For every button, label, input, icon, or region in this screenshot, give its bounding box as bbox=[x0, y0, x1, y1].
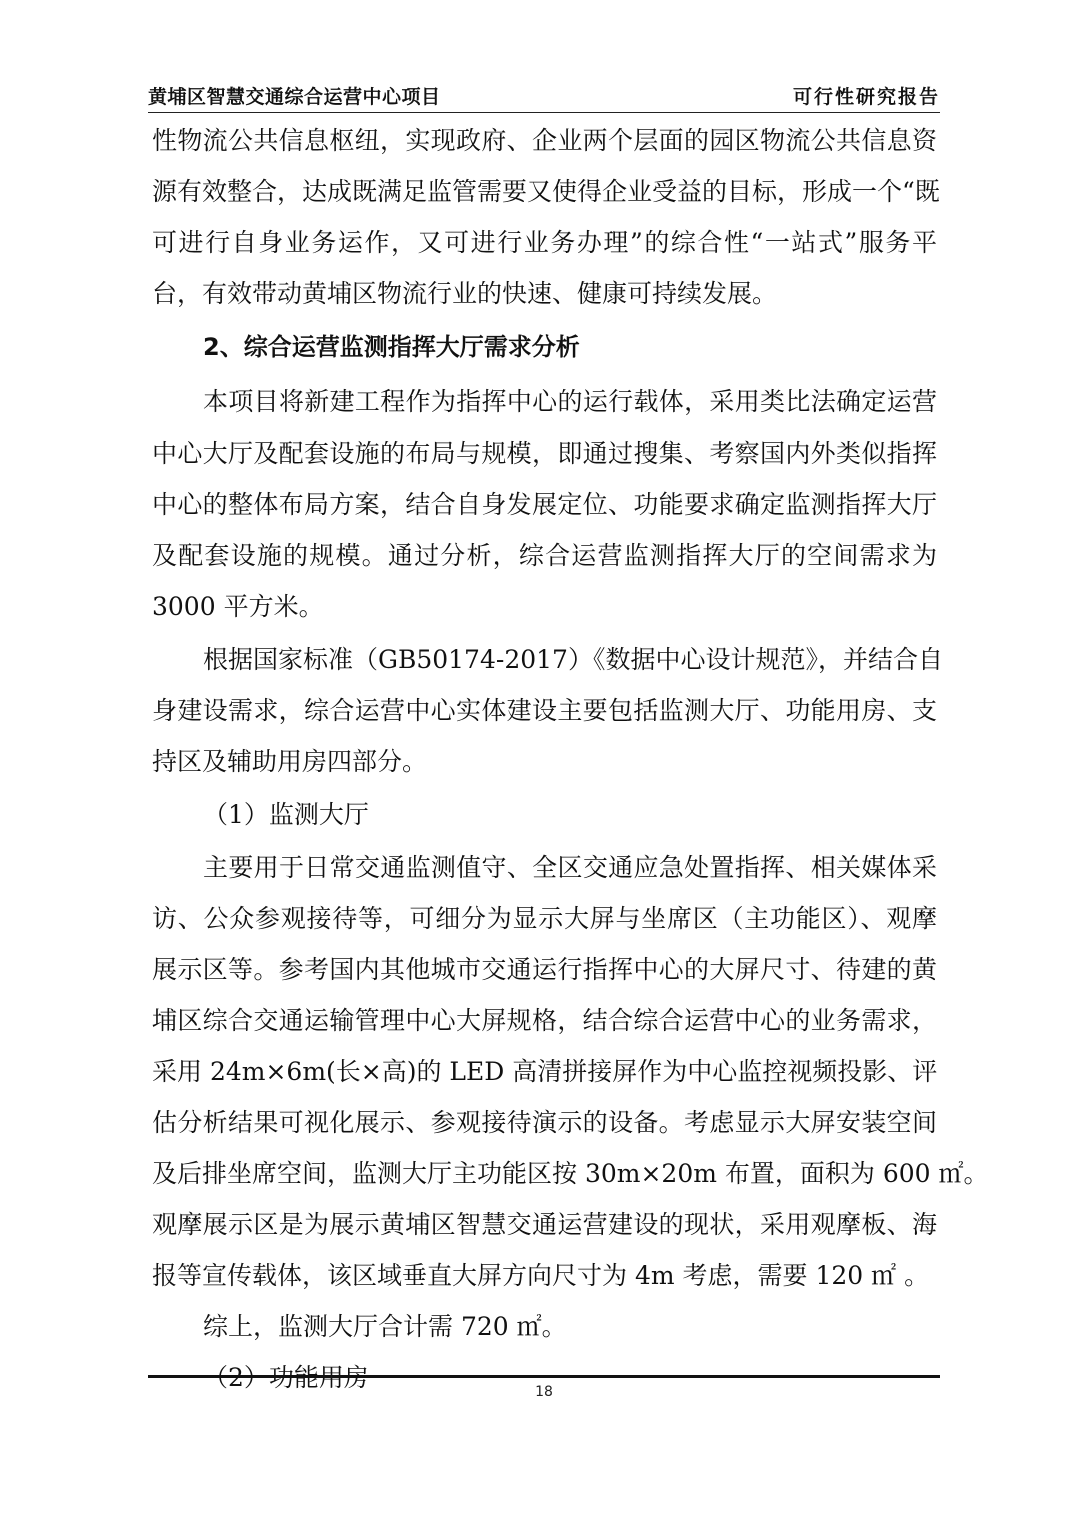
paragraph-line: 台，有效带动黄埔区物流行业的快速、健康可持续发展。 bbox=[152, 279, 778, 308]
paragraph-line: 3000 平方米。 bbox=[152, 592, 324, 621]
paragraph-line: 展示区等。参考国内其他城市交通运行指挥中心的大屏尺寸、待建的黄 bbox=[152, 955, 937, 984]
paragraph-line: 估分析结果可视化展示、参观接待演示的设备。考虑显示大屏安装空间 bbox=[152, 1108, 937, 1137]
paragraph-line: 根据国家标准（GB50174-2017）《数据中心设计规范》，并结合自 bbox=[203, 645, 943, 674]
footer-rule bbox=[148, 1375, 940, 1378]
header-rule bbox=[148, 112, 940, 113]
paragraph-line: 采用 24m×6m(长×高)的 LED 高清拼接屏作为中心监控视频投影、评 bbox=[152, 1057, 938, 1086]
paragraph-line: 主要用于日常交通监测值守、全区交通应急处置指挥、相关媒体采 bbox=[203, 853, 937, 882]
paragraph-line: 综上，监测大厅合计需 720 ㎡。 bbox=[203, 1312, 567, 1341]
header-report-type: 可行性研究报告 bbox=[792, 86, 940, 108]
paragraph-line: 中心大厅及配套设施的布局与规模，即通过搜集、考察国内外类似指挥 bbox=[152, 439, 937, 468]
paragraph-line: 访、公众参观接待等，可细分为显示大屏与坐席区（主功能区）、观摩 bbox=[152, 904, 937, 933]
paragraph-line: 持区及辅助用房四部分。 bbox=[152, 747, 428, 776]
paragraph-line: 及配套设施的规模。通过分析，综合运营监测指挥大厅的空间需求为 bbox=[152, 541, 937, 570]
paragraph-line: 源有效整合，达成既满足监管需要又使得企业受益的目标，形成一个“既 bbox=[152, 177, 940, 206]
paragraph-line: 观摩展示区是为展示黄埔区智慧交通运营建设的现状，采用观摩板、海 bbox=[152, 1210, 937, 1239]
page-number: 18 bbox=[535, 1384, 553, 1400]
section-heading: 2、综合运营监测指挥大厅需求分析 bbox=[203, 333, 580, 361]
page-header bbox=[148, 78, 940, 112]
subsection-heading: （1）监测大厅 bbox=[203, 800, 369, 829]
paragraph-line: 本项目将新建工程作为指挥中心的运行载体，采用类比法确定运营 bbox=[203, 387, 937, 416]
paragraph-line: 身建设需求，综合运营中心实体建设主要包括监测大厅、功能用房、支 bbox=[152, 696, 937, 725]
paragraph-line: 埔区综合交通运输管理中心大屏规格，结合综合运营中心的业务需求， bbox=[152, 1006, 937, 1035]
paragraph-line: 及后排坐席空间，监测大厅主功能区按 30m×20m 布置，面积为 600 ㎡。 bbox=[152, 1159, 989, 1188]
paragraph-line: 性物流公共信息枢纽，实现政府、企业两个层面的园区物流公共信息资 bbox=[152, 126, 937, 155]
paragraph-line: 中心的整体布局方案，结合自身发展定位、功能要求确定监测指挥大厅 bbox=[152, 490, 937, 519]
subsection-heading: （2）功能用房 bbox=[203, 1363, 369, 1392]
paragraph-line: 可进行自身业务运作，又可进行业务办理”的综合性“一站式”服务平 bbox=[152, 228, 937, 257]
header-project-title: 黄埔区智慧交通综合运营中心项目 bbox=[148, 86, 441, 108]
paragraph-line: 报等宣传载体，该区域垂直大屏方向尺寸为 4m 考虑，需要 120 ㎡ 。 bbox=[152, 1261, 930, 1290]
